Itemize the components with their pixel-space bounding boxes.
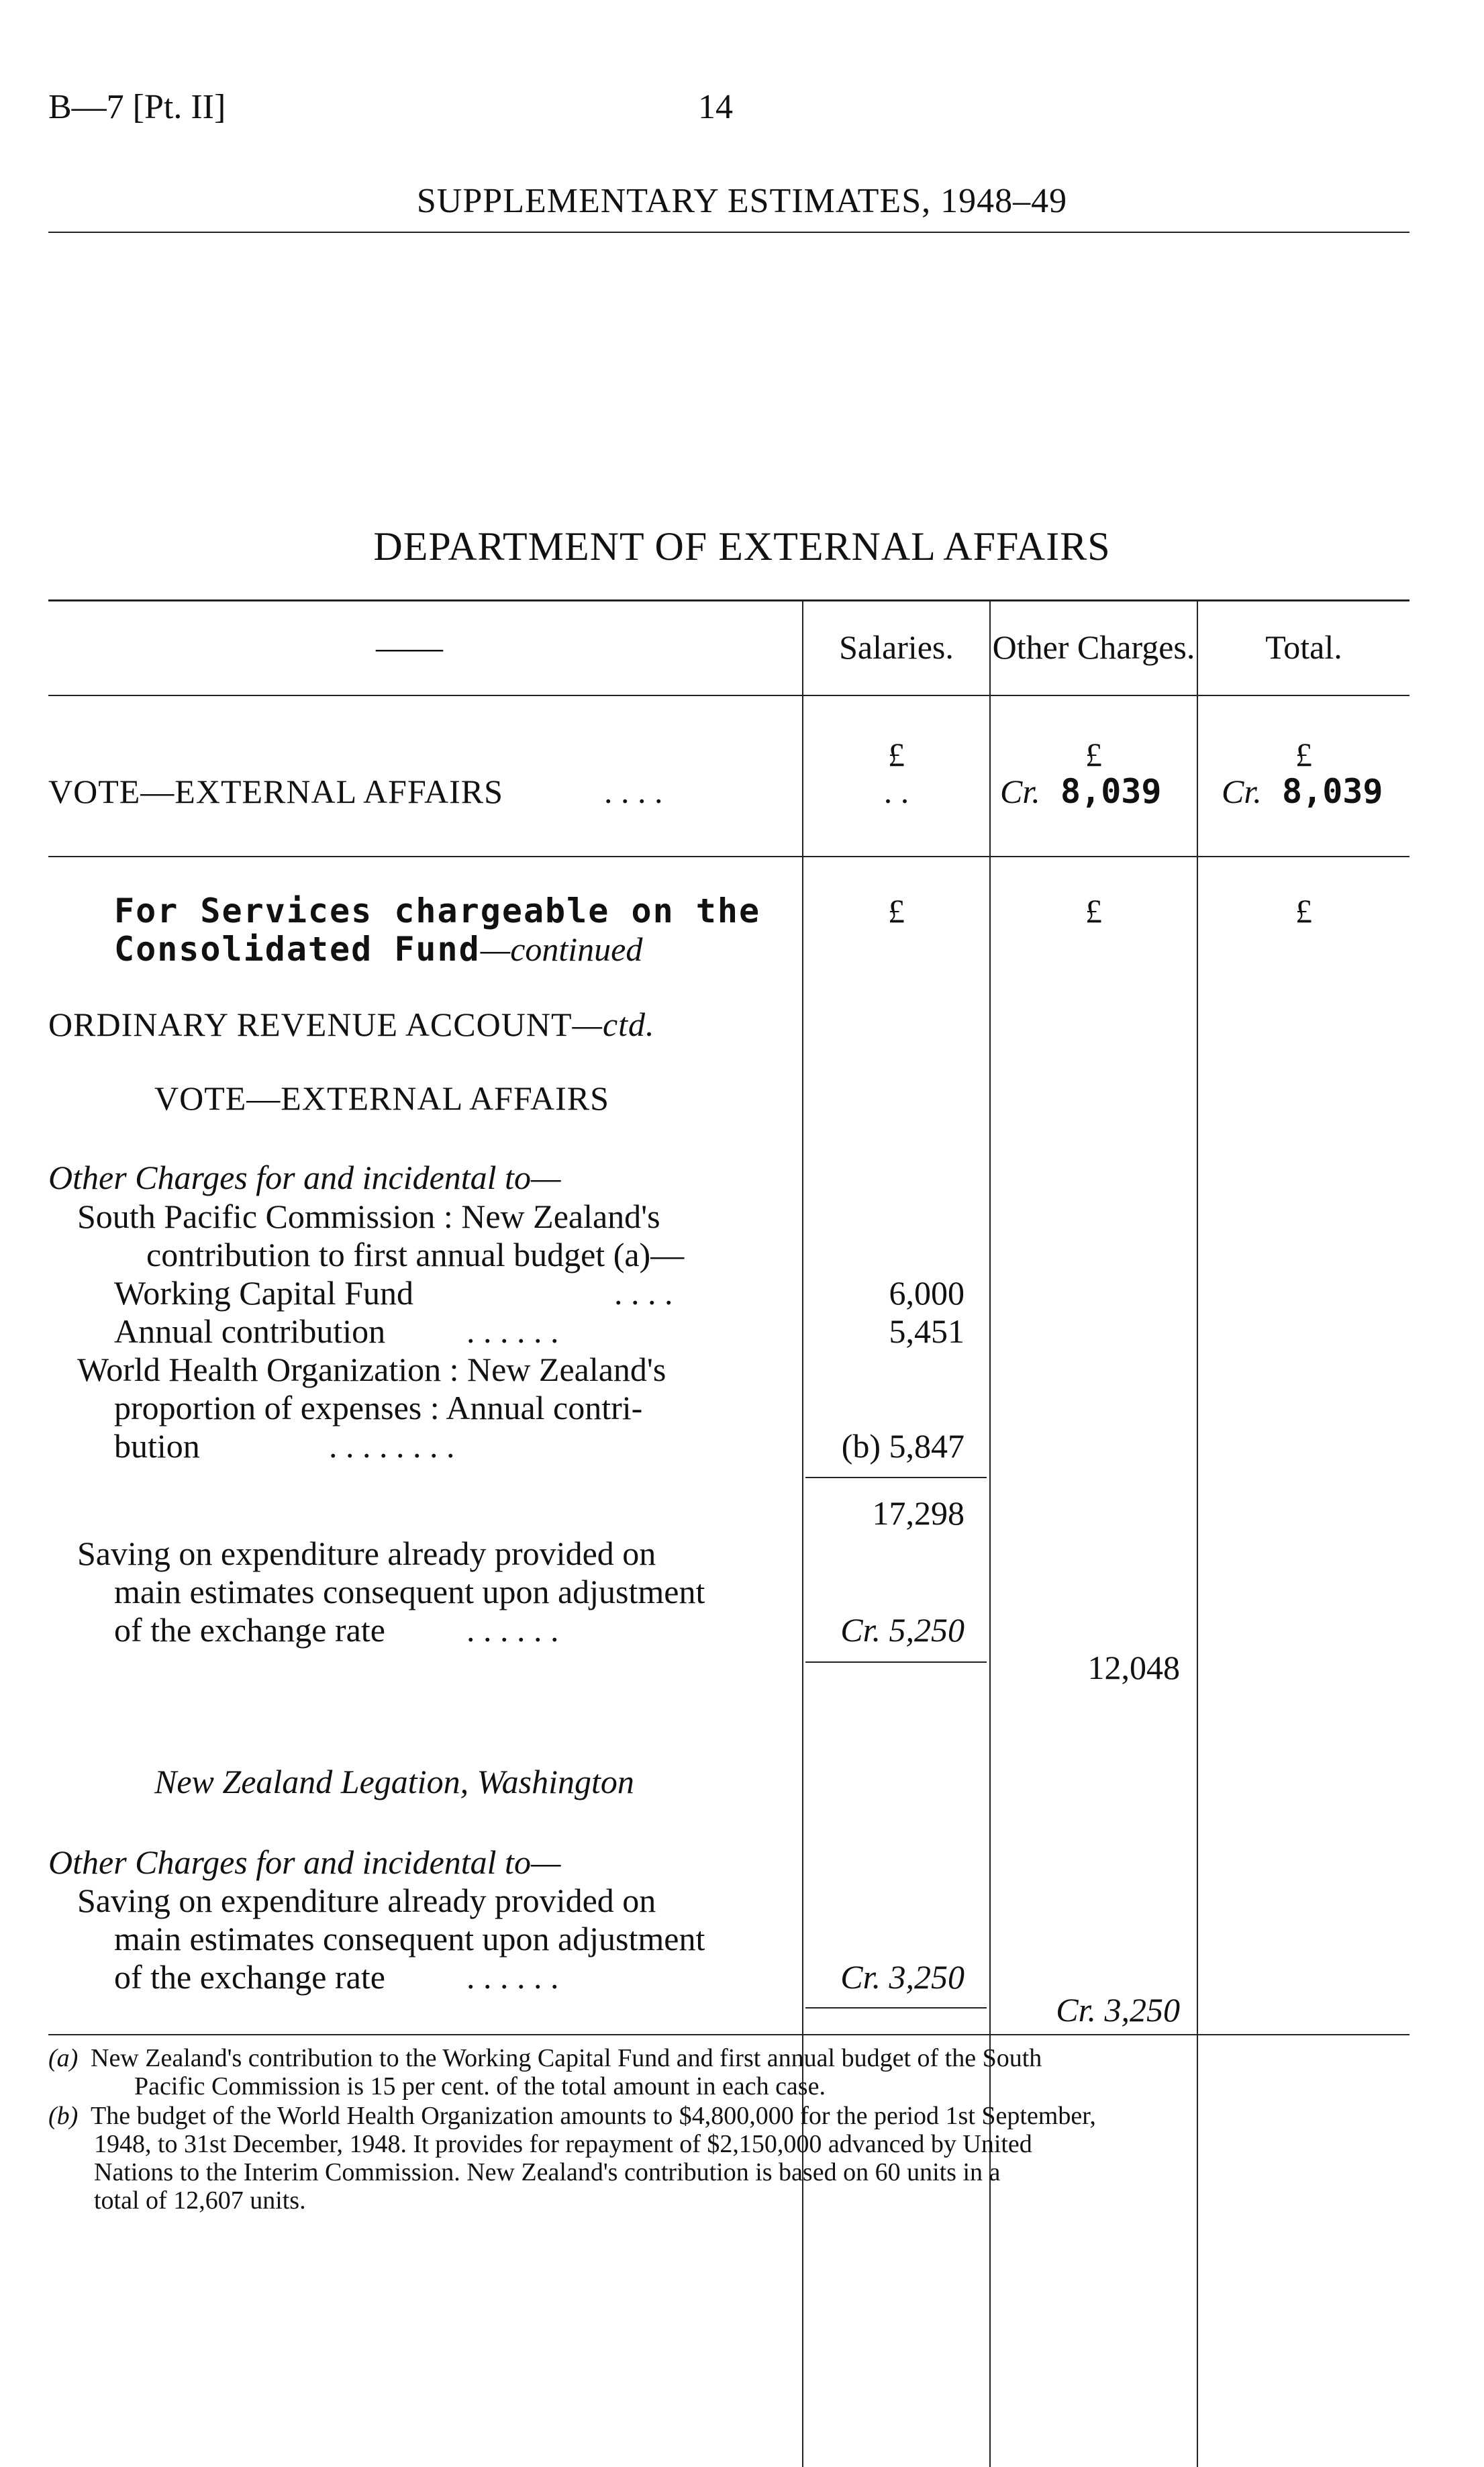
summary-label: VOTE—EXTERNAL AFFAIRS bbox=[48, 773, 503, 810]
saving1-leader: . . . . . . bbox=[466, 1611, 559, 1649]
annual-value: 5,451 bbox=[889, 1312, 964, 1350]
summary-total-credit: Cr. bbox=[1222, 773, 1262, 810]
summary-other-unit: £ bbox=[1085, 736, 1102, 773]
table-header-rule bbox=[48, 695, 1409, 696]
saving2-line1: Saving on expenditure already provided on bbox=[77, 1882, 656, 1919]
spc-line2: contribution to first annual budget (a)— bbox=[146, 1236, 685, 1273]
saving2-line2: main estimates consequent upon adjustment bbox=[114, 1920, 705, 1957]
summary-leader: . . . . bbox=[604, 773, 663, 810]
footnote-b-line4: total of 12,607 units. bbox=[94, 2186, 306, 2215]
other-charges-header: Other Charges. bbox=[992, 628, 1195, 666]
header-rule bbox=[48, 232, 1409, 233]
subtotal-rule bbox=[805, 1477, 987, 1478]
summary-bottom-rule bbox=[48, 856, 1409, 857]
saving1-line3: of the exchange rate bbox=[114, 1611, 385, 1649]
saving2-line3: of the exchange rate bbox=[114, 1958, 385, 1996]
running-title: SUPPLEMENTARY ESTIMATES, 1948–49 bbox=[416, 182, 1068, 220]
section-heading-continued: —continued bbox=[480, 930, 643, 968]
page-number: 14 bbox=[698, 88, 733, 126]
department-title: DEPARTMENT OF EXTERNAL AFFAIRS bbox=[373, 524, 1111, 569]
part1-other-total: 12,048 bbox=[1087, 1649, 1180, 1686]
saving2-leader: . . . . . . bbox=[466, 1958, 559, 1996]
footnote-b-mark: (b) bbox=[48, 2102, 79, 2130]
saving1-line1: Saving on expenditure already provided on bbox=[77, 1535, 656, 1572]
summary-other-value: 8,039 bbox=[1060, 772, 1162, 811]
column-divider-salaries bbox=[802, 599, 803, 2467]
annual-leader: . . . . . . bbox=[466, 1312, 559, 1350]
column-divider-other bbox=[989, 599, 991, 2467]
part2-intro: Other Charges for and incidental to— bbox=[48, 1843, 561, 1881]
section-heading-line2 bbox=[114, 930, 642, 969]
part2-other-total: Cr. 3,250 bbox=[1056, 1991, 1180, 2029]
section-total-unit: £ bbox=[1295, 892, 1312, 930]
saving1-line2: main estimates consequent upon adjustment bbox=[114, 1573, 705, 1610]
account-heading-main: ORDINARY REVENUE ACCOUNT bbox=[48, 1006, 573, 1043]
vote-heading: VOTE—EXTERNAL AFFAIRS bbox=[154, 1079, 609, 1117]
salaries-header: Salaries. bbox=[839, 628, 954, 666]
footnote-b-line1: The budget of the World Health Organization amounts to $4,800,000 for the period 1st September, bbox=[91, 2102, 1096, 2130]
summary-total-unit: £ bbox=[1295, 736, 1312, 773]
saving1-value: Cr. 5,250 bbox=[840, 1611, 964, 1649]
footnote-a-mark: (a) bbox=[48, 2044, 79, 2072]
spc-line1: South Pacific Commission : New Zealand's bbox=[77, 1198, 660, 1235]
total-header: Total. bbox=[1265, 628, 1342, 666]
part1-subtotal: 17,298 bbox=[872, 1494, 964, 1532]
who-value: (b) 5,847 bbox=[841, 1427, 964, 1465]
part1-intro: Other Charges for and incidental to— bbox=[48, 1159, 561, 1196]
part1-total-rule bbox=[805, 1661, 987, 1663]
summary-salaries-value: . . bbox=[883, 773, 909, 810]
wcf-leader: . . . . bbox=[614, 1274, 673, 1312]
footnote-a-line2: Pacific Commission is 15 per cent. of the total amount in each case. bbox=[134, 2072, 826, 2100]
section-heading-fund: Consolidated Fund bbox=[114, 930, 481, 969]
part2-total-rule bbox=[805, 2007, 987, 2009]
table-bottom-rule bbox=[48, 2034, 1409, 2035]
section-heading-line1: For Services chargeable on the bbox=[114, 891, 761, 930]
who-line2: proportion of expenses : Annual contri- bbox=[114, 1389, 643, 1426]
summary-total-value: 8,039 bbox=[1282, 772, 1383, 811]
section-salaries-unit: £ bbox=[888, 892, 905, 930]
wcf-label: Working Capital Fund bbox=[114, 1274, 413, 1312]
footnote-b-line2: 1948, to 31st December, 1948. It provides for repayment of $2,150,000 advanced by United bbox=[94, 2130, 1032, 2158]
stub-header: —— bbox=[376, 628, 443, 666]
section-other-unit: £ bbox=[1085, 892, 1102, 930]
who-leader: . . . . . . . . bbox=[329, 1427, 455, 1465]
annual-label: Annual contribution bbox=[114, 1312, 386, 1350]
footnote-b-line3: Nations to the Interim Commission. New Zealand's contribution is based on 60 units in a bbox=[94, 2158, 1001, 2186]
who-line3: bution bbox=[114, 1427, 200, 1465]
table-top-rule bbox=[48, 599, 1409, 601]
account-heading-continued: —ctd. bbox=[572, 1006, 655, 1043]
document-reference: B—7 [Pt. II] bbox=[48, 88, 226, 126]
column-divider-total bbox=[1197, 599, 1198, 2467]
summary-salaries-unit: £ bbox=[888, 736, 905, 773]
account-heading bbox=[48, 1005, 655, 1044]
part2-heading: New Zealand Legation, Washington bbox=[154, 1763, 634, 1800]
saving2-value: Cr. 3,250 bbox=[840, 1958, 964, 1996]
summary-other-credit: Cr. bbox=[1000, 773, 1040, 810]
footnote-a-line1: New Zealand's contribution to the Working Capital Fund and first annual budget of the South bbox=[91, 2044, 1042, 2072]
who-line1: World Health Organization : New Zealand's bbox=[77, 1351, 666, 1388]
wcf-value: 6,000 bbox=[889, 1274, 964, 1312]
